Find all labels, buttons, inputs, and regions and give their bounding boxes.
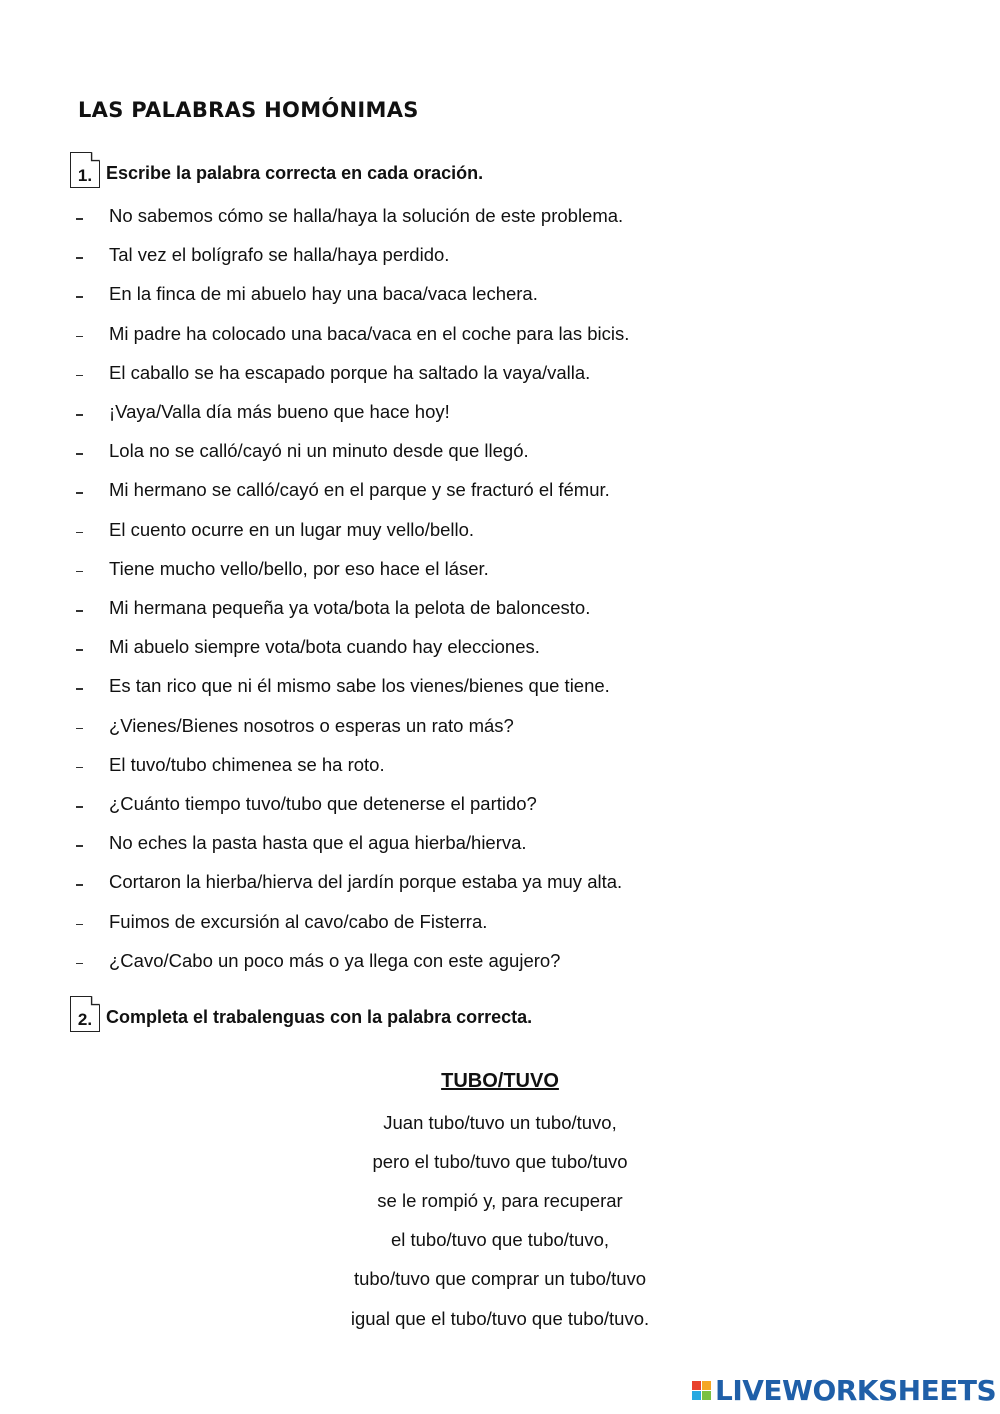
bullet-dash-icon: [76, 924, 83, 926]
sentence-text: Mi hermana pequeña ya vota/bota la pelota de baloncesto.: [109, 597, 591, 618]
sentence-text: ¡Vaya/Valla día más bueno que hace hoy!: [109, 401, 450, 422]
poem-line: Juan tubo/tuvo un tubo/tuvo,: [383, 1112, 617, 1133]
bullet-dash-icon: [76, 610, 83, 612]
bullet-dash-icon: [76, 492, 83, 494]
sentence-text: El cuento ocurre en un lugar muy vello/bello.: [109, 518, 475, 540]
bullet-dash-icon: [76, 532, 83, 534]
poem-line: igual que el tubo/tuvo que tubo/tuvo.: [350, 1307, 650, 1329]
exercise-2-header: [70, 996, 532, 1032]
bullet-dash-icon: [76, 767, 83, 769]
bullet-dash-icon: [76, 649, 83, 651]
sentence-text: ¿Cuánto tiempo tuvo/tubo que detenerse el partido?: [109, 793, 537, 814]
sentence-text: El caballo se ha escapado porque ha saltado la vaya/valla.: [109, 361, 591, 383]
bullet-dash-icon: [76, 688, 83, 690]
bullet-dash-icon: [76, 884, 83, 886]
bullet-dash-icon: [76, 336, 83, 338]
poem-line: el tubo/tuvo que tubo/tuvo,: [390, 1229, 610, 1251]
sentence-text: ¿Cavo/Cabo un poco más o ya llega con este agujero?: [109, 949, 561, 971]
page-title: LAS PALABRAS HOMÓNIMAS: [78, 98, 419, 122]
bullet-dash-icon: [76, 806, 83, 808]
sentence-text: Mi abuelo siempre vota/bota cuando hay elecciones.: [109, 636, 540, 658]
sentence-text: Es tan rico que ni él mismo sabe los vienes/bienes que tiene.: [109, 675, 610, 697]
bullet-dash-icon: [76, 375, 83, 377]
liveworksheets-logo: [692, 1374, 996, 1407]
sentence-text: Mi hermano se calló/cayó en el parque y se fracturó el fémur.: [109, 479, 610, 501]
exercise-1-number: 1.: [77, 166, 93, 185]
bullet-dash-icon: [76, 218, 83, 220]
exercise-1-instruction: Escribe la palabra correcta en cada oración.: [106, 163, 484, 183]
bullet-dash-icon: [76, 845, 83, 847]
sentence-text: Fuimos de excursión al cavo/cabo de Fisterra.: [109, 910, 488, 932]
sentence-text: Mi padre ha colocado una baca/vaca en el coche para las bicis.: [109, 322, 630, 344]
sentence-text: No eches la pasta hasta que el agua hierba/hierva.: [109, 832, 527, 854]
poem-line: tubo/tuvo que comprar un tubo/tuvo: [353, 1268, 647, 1290]
logo-text: LIVEWORKSHEETS: [715, 1374, 997, 1407]
document-icon: [70, 996, 100, 1032]
poem-line: pero el tubo/tuvo que tubo/tuvo: [372, 1151, 628, 1173]
sentence-text: No sabemos cómo se halla/haya la solución de este problema.: [109, 205, 624, 226]
bullet-dash-icon: [76, 963, 83, 965]
bullet-dash-icon: [76, 453, 83, 455]
sentence-text: Tiene mucho vello/bello, por eso hace el láser.: [109, 557, 489, 579]
bullet-dash-icon: [76, 571, 83, 573]
bullet-dash-icon: [76, 257, 83, 259]
exercise-2-instruction: Completa el trabalenguas con la palabra correcta.: [106, 1007, 533, 1027]
sentence-text: El tuvo/tubo chimenea se ha roto.: [109, 753, 385, 775]
poem-line: se le rompió y, para recuperar: [377, 1190, 623, 1212]
sentence-text: Cortaron la hierba/hierva del jardín porque estaba ya muy alta.: [109, 871, 623, 893]
exercise-2-number: 2.: [77, 1010, 93, 1029]
logo-tiles-icon: [692, 1381, 711, 1400]
sentence-text: Lola no se calló/cayó ni un minuto desde que llegó.: [109, 440, 529, 462]
exercise-1-header: [70, 152, 483, 188]
document-icon: [70, 152, 100, 188]
bullet-dash-icon: [76, 414, 83, 416]
bullet-dash-icon: [76, 296, 83, 298]
sentence-text: Tal vez el bolígrafo se halla/haya perdido.: [109, 244, 450, 266]
sentence-text: ¿Vienes/Bienes nosotros o esperas un rato más?: [109, 714, 514, 736]
bullet-dash-icon: [76, 728, 83, 730]
poem-title: TUBO/TUVO: [441, 1070, 559, 1092]
sentence-text: En la finca de mi abuelo hay una baca/vaca lechera.: [109, 283, 538, 305]
